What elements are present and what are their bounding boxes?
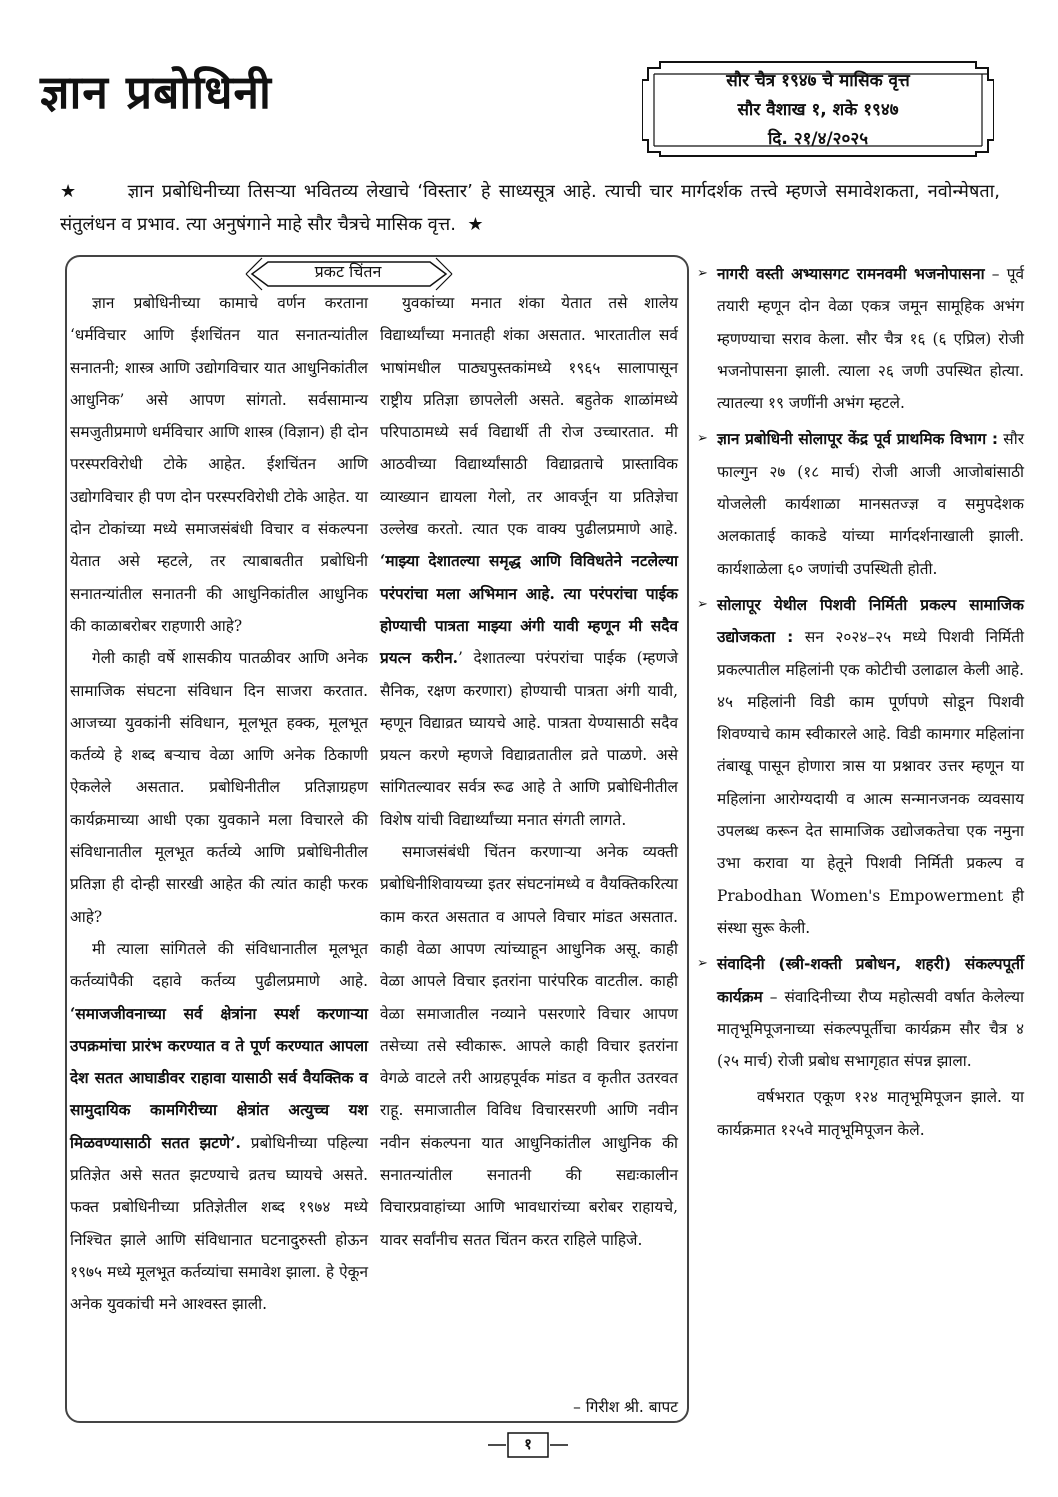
paragraph-text: समाजसंबंधी चिंतन करणाऱ्या अनेक व्यक्ती प्रबोधिनीशिवायच्या इतर संघटनांमध्ये व वैयक्तिकरित्या काम करत असतात व आपले विचार मांडत असतात. काही वेळा आपण त्यांच्याहून आधुनिक असू. काही वेळा आपले विचार इतरांना पारंपरिक वाटतील. काही वेळा समाजातील नव्याने पसरणारे विचार आपण तसेच्या तसे स्वीकारू. आपले काही विचार इतरांना वेगळे वाटले तरी आग्रहपूर्वक मांडत व कृतीत उतरवत राहू. समाजातील विविध विचारसरणी आणि नवीन नवीन संकल्पना यात आधुनिकांतील आधुनिक की सनातन्यांतील सनातनी की सद्यःकालीन विचारप्रवाहांच्या आणि भावधारांच्या बरोबर राहायचे, यावर सर्वांनीच सतत चिंतन करत राहिले पाहिजे.	[380, 843, 678, 1249]
bold-quote: ‘माझ्या देशातल्या समृद्ध आणि विविधतेने नटलेल्या परंपरांचा मला अभिमान आहे. त्या परंपरांचा पाईक होण्याची पात्रता माझ्या अंगी यावी म्हणून मी सदैव प्रयत्न करीन.	[380, 552, 678, 668]
date-box-line-1: सौर चैत्र १९४७ चे मासिक वृत्त	[726, 71, 910, 91]
news-body: – पूर्व तयारी म्हणून दोन वेळा एकत्र जमून सामूहिक अभंग म्हणण्याचा सराव केला. सौर चैत्र १६ (६ एप्रिल) रोजी भजनोपासना झाली. त्याला २६ जणी उपस्थित होत्या. त्यातल्या १९ जणींनी अभंग म्हटले.	[717, 265, 1025, 413]
bold-quote: ‘समाजजीवनाच्या सर्व क्षेत्रांना स्पर्श करणाऱ्या उपक्रमांचा प्रारंभ करण्यात व ते पूर्ण करण्यात आपला देश सतत आघाडीवर राहावा यासाठी सर्व वैयक्तिक व सामुदायिक कामगिरीच्या क्षेत्रांत अत्युच्च यश मिळवण्यासाठी सतत झटणे’.	[70, 1004, 368, 1152]
news-item	[697, 948, 1024, 1077]
paragraph-text: गेली काही वर्षे शासकीय पातळीवर आणि अनेक सामाजिक संघटना संविधान दिन साजरा करतात. आजच्या युवकांनी संविधान, मूलभूत हक्क, मूलभूत कर्तव्ये हे शब्द बऱ्याच वेळा आणि अनेक ठिकाणी ऐकलेले असतात. प्रबोधिनीतील प्रतिज्ञाग्रहण कार्यक्रमाच्या आधी एका युवकाने मला विचारले की संविधानातील मूलभूत कर्तव्ये आणि प्रबोधिनीतील प्रतिज्ञा ही दोन्ही सारखी आहेत की त्यांत काही फरक आहे?	[70, 649, 368, 926]
star-icon: ★	[467, 214, 484, 235]
article-column-1	[70, 287, 368, 1321]
date-box-line-2: सौर वैशाख १, शके १९४७	[737, 100, 899, 120]
news-item	[697, 589, 1024, 944]
news-extra-paragraph: वर्षभरात एकूण १२४ मातृभूमिपूजन झाले. या कार्यक्रमात १२५वे मातृभूमिपूजन केले.	[717, 1088, 1024, 1139]
news-item	[697, 423, 1024, 584]
arrow-bullet-icon: ➢	[697, 266, 708, 281]
paragraph-text: ज्ञान प्रबोधिनीच्या कामाचे वर्णन करताना ‘धर्मविचार आणि ईशचिंतन यात सनातन्यांतील सनातनी; शास्त्र आणि उद्योगविचार यात आधुनिकांतील आधुनिक’ असे आपण सांगतो. सर्वसामान्य समजुतीप्रमाणे धर्मविचार आणि शास्त्र (विज्ञान) ही दोन परस्परविरोधी टोके आहेत. ईशचिंतन आणि उद्योगविचार ही पण दोन परस्परविरोधी टोके आहेत. या दोन टोकांच्या मध्ये समाजसंबंधी विचार व संकल्पना येतात असे म्हटले, तर त्याबाबतीत प्रबोधिनी सनातन्यांतील सनातनी की आधुनिकांतील आधुनिक की काळाबरोबर राहणारी आहे?	[70, 294, 368, 635]
date-box-line-3: दि. २१/४/२०२५	[767, 129, 869, 149]
article-paragraph	[70, 287, 368, 642]
news-title: ज्ञान प्रबोधिनी सोलापूर केंद्र पूर्व प्राथमिक विभाग :	[717, 430, 999, 449]
paragraph-text: युवकांच्या मनात शंका येतात तसे शालेय विद्यार्थ्यांच्या मनातही शंका असतात. भारतातील सर्व भाषांमधील पाठ्यपुस्तकांमध्ये १९६५ सालापासून राष्ट्रीय प्रतिज्ञा छापलेली असते. बहुतेक शाळांमध्ये परिपाठामध्ये सर्व विद्यार्थी ती रोज उच्चारतात. मी आठवीच्या विद्यार्थ्यांसाठी विद्याव्रताचे प्रास्ताविक व्याख्यान द्यायला गेलो, तर आवर्जून या प्रतिज्ञेचा उल्लेख करतो. त्यात एक वाक्य पुढीलप्रमाणे आहे.	[380, 294, 678, 539]
news-item	[697, 258, 1024, 419]
paragraph-text: प्रबोधिनीच्या पहिल्या प्रतिज्ञेत असे सतत झटण्याचे व्रतच घ्यायचे असते. फक्त प्रबोधिनीच्या प्रतिज्ञेतील शब्द १९७४ मध्ये निश्चित झाले आणि संविधानात घटनादुरुस्ती होऊन १९७५ मध्ये मूलभूत कर्तव्यांचा समावेश झाला. हे ऐकून अनेक युवकांची मने आश्वस्त झाली.	[70, 1133, 369, 1314]
paragraph-text: मी त्याला सांगितले की संविधानातील मूलभूत कर्तव्यांपैकी दहावे कर्तव्य पुढीलप्रमाणे आहे.	[70, 939, 368, 991]
news-body: – संवादिनीच्या रौप्य महोत्सवी वर्षात केलेल्या मातृभूमिपूजनाच्या संकल्पपूर्तीचा कार्यक्रम सौर चैत्र ४ (२५ मार्च) रोजी प्रबोध सभागृहात संपन्न झाला.	[717, 987, 1024, 1071]
article-paragraph	[70, 642, 368, 933]
article-paragraph	[380, 836, 678, 1256]
page-number-box	[488, 1430, 568, 1460]
publication-title: ज्ञान प्रबोधिनी	[40, 65, 272, 119]
news-title: नागरी वस्ती अभ्यासगट रामनवमी भजनोपासना	[717, 265, 985, 283]
star-icon: ★	[60, 181, 79, 202]
news-title: सोलापूर येथील पिशवी निर्मिती प्रकल्प सामाजिक उद्योजकता :	[717, 595, 1024, 647]
news-body: सौर फाल्गुन २७ (१८ मार्च) रोजी आजी आजोबांसाठी योजलेली कार्यशाळा मानसतज्ज्ञ व समुपदेशक अलकाताई काकडे यांच्या मार्गदर्शनाखाली झाली. कार्यशाळेला ६० जणांची उपस्थिती होती.	[717, 430, 1024, 578]
arrow-bullet-icon: ➢	[697, 596, 708, 612]
intro-text: ज्ञान प्रबोधिनीच्या तिसऱ्या भवितव्य लेखाचे ‘विस्तार’ हे साध्यसूत्र आहे. त्याची चार मार्गदर्शक तत्त्वे म्हणजे समावेशकता, नवोन्मेषता, संतुलंधन व प्रभाव. त्या अनुषंगाने माहे सौर चैत्रचे मासिक वृत्त.	[60, 181, 1000, 235]
article-signature: – गिरीश श्री. बापट	[573, 1398, 678, 1416]
page-number: १	[524, 1435, 532, 1453]
intro-statement	[60, 175, 1000, 241]
article-column-2	[380, 287, 678, 1256]
arrow-bullet-icon: ➢	[697, 956, 708, 972]
news-title: संवादिनी (स्त्री-शक्ती प्रबोधन, शहरी) संकल्पपूर्ती कार्यक्रम	[717, 955, 1024, 1006]
paragraph-text: ’ देशातल्या परंपरांचा पाईक (म्हणजे सैनिक, रक्षण करणारा) होण्याची पात्रता अंगी यावी, म्हणून विद्याव्रत घ्यायचे आहे. पात्रता येण्यासाठी सदैव प्रयत्न करणे म्हणजे विद्याव्रतातील व्रते पाळणे. असे सांगितल्यावर सर्वत्र रूढ आहे ते आणि प्रबोधिनीतील विशेष यांची विद्यार्थ्यांच्या मनात संगती लागते.	[380, 649, 678, 829]
news-body: सन २०२४–२५ मध्ये पिशवी निर्मिती प्रकल्पातील महिलांनी एक कोटीची उलाढाल केली आहे. ४५ महिलांनी विडी काम पूर्णपणे सोडून पिशवी शिवण्याचे काम स्वीकारले आहे. विडी कामगार महिलांना तंबाखू पासून होणारा त्रास या प्रश्नावर उत्तर म्हणून या महिलांना आरोग्यदायी व आत्म सन्मानजनक व्यवसाय उपलब्ध करून देत सामाजिक उद्योजकतेचा एक नमुना उभा करावा या हेतूने पिशवी निर्मिती प्रकल्प व Prabodhan Women's Empowerment ही संस्था सुरू केली.	[717, 628, 1024, 937]
news-column	[697, 258, 1024, 1146]
article-heading: प्रकट चिंतन	[314, 262, 382, 281]
article-paragraph	[70, 933, 368, 1321]
date-box	[642, 60, 994, 158]
article-paragraph	[380, 287, 678, 836]
arrow-bullet-icon: ➢	[697, 431, 708, 447]
